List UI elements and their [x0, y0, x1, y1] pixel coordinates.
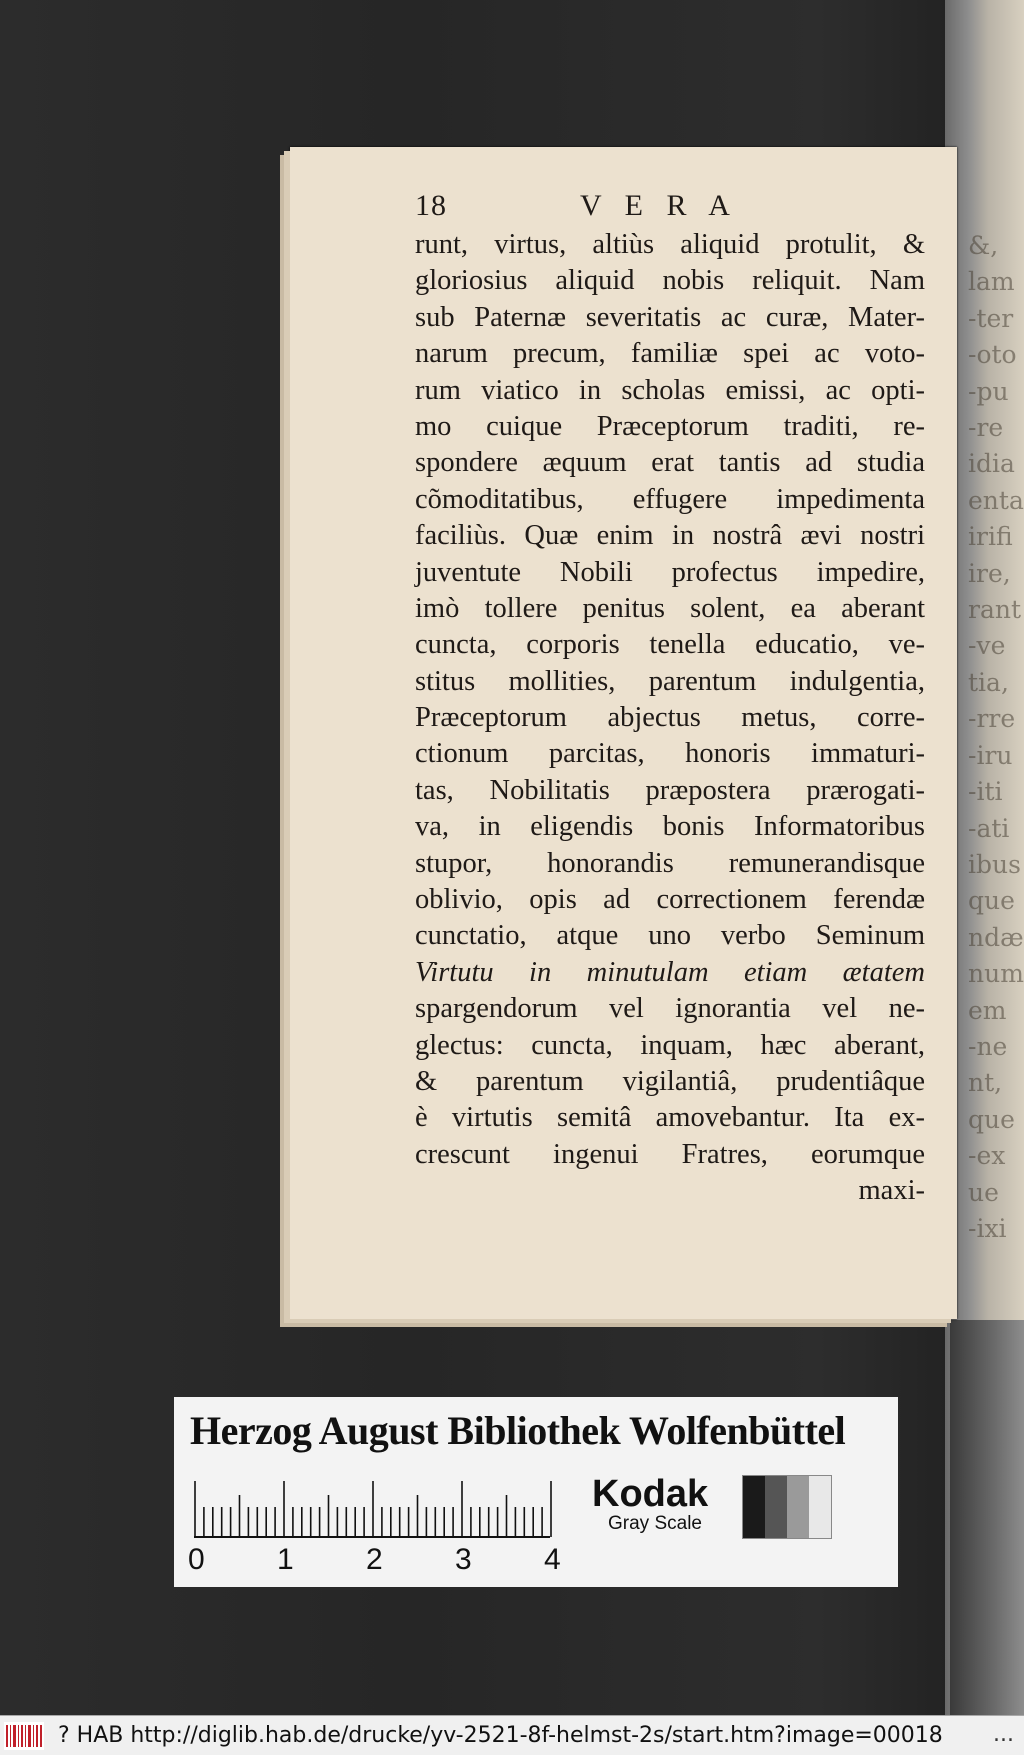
gray-patch: [743, 1476, 765, 1538]
kodak-subtitle: Gray Scale: [608, 1513, 702, 1534]
facing-page-text: &, lam -ter -oto -pu -re idia enta irifi ire, rant -ve tia, -rre -iru -iti -ati ibus que ndæ num em -ne nt, que -ex ue -ixi: [968, 231, 1024, 1243]
facing-page-edge: [950, 1320, 1024, 1715]
text-line: oblivio, opis ad correctionem ferendæ: [415, 884, 925, 916]
status-url: ? HAB http://diglib.hab.de/drucke/yv-2521-8f-helmst-2s/start.htm?image=00018: [58, 1723, 943, 1748]
gray-patch: [765, 1476, 787, 1538]
page-number: 18: [415, 189, 447, 222]
text-line: stupor, honorandis remunerandisque: [415, 847, 925, 879]
text-line: glectus: cuncta, inquam, hæc aberant,: [415, 1029, 925, 1061]
library-label: [174, 1397, 898, 1587]
text-line: è virtutis semitâ amovebantur. Ita ex-: [415, 1102, 925, 1134]
text-line: Virtutu in minutulam etiam ætatem: [415, 956, 925, 988]
running-head: V E R A: [580, 189, 738, 222]
text-line: cõmoditatibus, effugere impedimenta: [415, 483, 925, 515]
gray-patch: [809, 1476, 831, 1538]
text-line: ctionum parcitas, honoris immaturi-: [415, 738, 925, 770]
text-line: rum viatico in scholas emissi, ac opti-: [415, 374, 925, 406]
barcode-icon: [4, 1722, 44, 1750]
text-line: & parentum vigilantiâ, prudentiâque: [415, 1065, 925, 1097]
gray-patch: [787, 1476, 809, 1538]
status-bar: [0, 1715, 1024, 1755]
text-line: spargendorum vel ignorantia vel ne-: [415, 993, 925, 1025]
text-line: sub Paternæ severitatis ac curæ, Mater-: [415, 301, 925, 333]
text-line: tas, Nobilitatis præpostera prærogati-: [415, 774, 925, 806]
scale-number: 3: [455, 1543, 472, 1576]
text-line: mo cuique Præceptorum traditi, re-: [415, 410, 925, 442]
scale-ruler: [194, 1479, 566, 1539]
scale-number: 1: [277, 1543, 294, 1576]
kodak-brand: Kodak: [592, 1473, 709, 1515]
text-line: crescunt ingenui Fratres, eorumque: [415, 1138, 925, 1170]
text-line: va, in eligendis bonis Informatoribus: [415, 811, 925, 843]
text-line: Præceptorum abjectus metus, corre-: [415, 702, 925, 734]
gray-scale-patches: [742, 1475, 832, 1539]
text-line: gloriosius aliquid nobis reliquit. Nam: [415, 265, 925, 297]
book-page: [290, 147, 957, 1319]
scale-number: 4: [544, 1543, 561, 1576]
scale-number: 0: [188, 1543, 205, 1576]
status-overflow: ...: [993, 1722, 1014, 1747]
page-header: [415, 189, 925, 227]
text-line: cunctatio, atque uno verbo Seminum: [415, 920, 925, 952]
text-line: spondere æquum erat tantis ad studia: [415, 447, 925, 479]
body-text: [415, 227, 925, 1210]
text-line: faciliùs. Quæ enim in nostrâ ævi nostri: [415, 520, 925, 552]
catchword: maxi-: [858, 1175, 925, 1207]
text-line: cuncta, corporis tenella educatio, ve-: [415, 629, 925, 661]
text-line: narum precum, familiæ spei ac voto-: [415, 338, 925, 370]
page-content: [415, 189, 925, 1210]
text-line: runt, virtus, altiùs aliquid protulit, &: [415, 229, 925, 260]
scale-number: 2: [366, 1543, 383, 1576]
label-title: Herzog August Bibliothek Wolfenbüttel: [190, 1408, 846, 1453]
text-line: juventute Nobili profectus impedire,: [415, 556, 925, 588]
text-line: stitus mollities, parentum indulgentia,: [415, 665, 925, 697]
text-line: imò tollere penitus solent, ea aberant: [415, 592, 925, 624]
